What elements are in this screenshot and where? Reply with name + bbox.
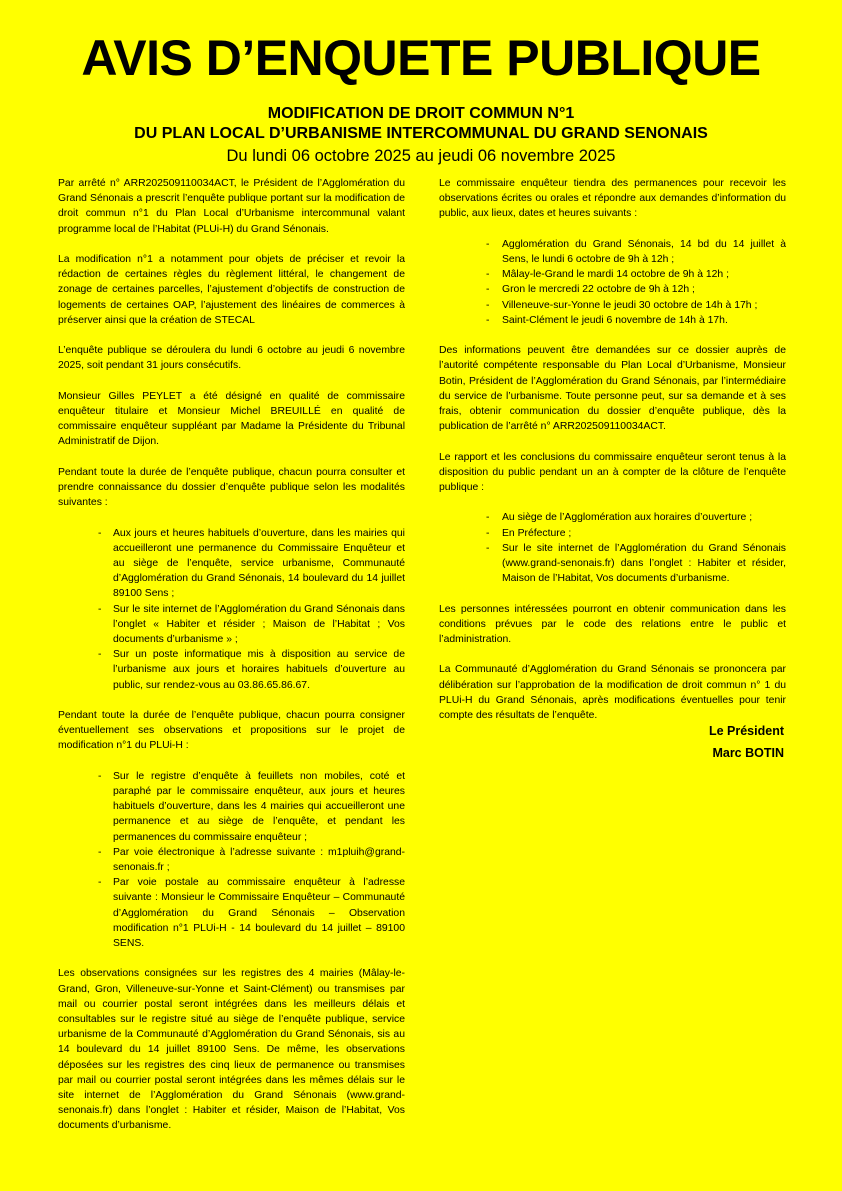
paragraph-consultation: Pendant toute la durée de l’enquête publique, chacun pourra consulter et prendre connaissance du dossier d’enquête publique selon les modalités suivantes :: [58, 466, 405, 509]
list-item: - Saint-Clément le jeudi 6 novembre de 14h à 17h.: [439, 313, 786, 328]
list-item: - Sur le site internet de l’Agglomération du Grand Sénonais dans l’onglet « Habiter et résider ; Maison de l’Habitat ; Vos documents d’urbanisme » ;: [58, 602, 405, 648]
list-item: - Gron le mercredi 22 octobre de 9h à 12h ;: [439, 282, 786, 297]
left-column: [58, 176, 405, 1149]
permanences-list: [439, 237, 786, 328]
consultation-list: [58, 526, 405, 693]
paragraph-registres: Les observations consignées sur les registres des 4 mairies (Mâlay-le-Grand, Gron, Villeneuve-sur-Yonne et Saint-Clément) ou transmises par mail ou courrier postal seront intégrées dans les meilleurs délais et consultables sur le registre situé au siège de l’enquête publique, service urbanisme de la Communauté d’Agglomération du Grand Sénonais, sis au 14 boulevard du 14 juillet 89100 Sens. De même, les observations déposées sur les registres des cinq lieux de permanence ou transmises par mail ou courrier postal seront intégrées dans les mêmes délais sur le site internet de l’Agglomération du Grand Sénonais (www.grand-senonais.fr) dans l’onglet : Habiter et résider, Maison de l’Habitat, Vos documents d’urbanisme.: [58, 968, 405, 1132]
list-item: - Par voie postale au commissaire enquêteur à l’adresse suivante : Monsieur le Commissaire Enquêteur – Communauté d’Agglomération du Grand Sénonais – Observation modification n°1 PLUi-H - 14 boulevard du 14 juillet – 89100 SENS.: [58, 875, 405, 951]
list-item: - En Préfecture ;: [439, 526, 786, 541]
list-item: - Sur un poste informatique mis à disposition au service de l’urbanisme aux jours et horaires habituels d’ouverture au public, sur rendez-vous au 03.86.65.86.67.: [58, 647, 405, 693]
list-item: - Aux jours et heures habituels d’ouverture, dans les mairies qui accueilleront une permanence du Commissaire Enquêteur et au siège de l’enquête, service urbanisme, Communauté d’Agglomération du Grand Sénonais, 14 boulevard du 14 juillet 89100 Sens ;: [58, 526, 405, 602]
paragraph-observations: Pendant toute la durée de l’enquête publique, chacun pourra consigner éventuellement ses observations et propositions sur le projet de modification n°1 du PLUi-H :: [58, 710, 405, 752]
list-item: - Au siège de l’Agglomération aux horaires d’ouverture ;: [439, 510, 786, 525]
page-title: AVIS D’ENQUETE PUBLIQUE: [81, 30, 761, 86]
paragraph-rapport: Le rapport et les conclusions du commissaire enquêteur seront tenus à la disposition du public pendant un an à compter de la clôture de l’enquête publique :: [439, 451, 786, 494]
list-item: - Par voie électronique à l’adresse suivante : m1pluih@grand-senonais.fr ;: [58, 845, 405, 875]
paragraph-arrete: Par arrêté n° ARR202509110034ACT, le Président de l’Agglomération du Grand Sénonais a prescrit l’enquête publique portant sur la modification de droit commun n°1 du Plan Local d’Urbanisme intercommunal valant programme local de l’Habitat (PLUi-H) du Grand Sénonais.: [58, 178, 405, 235]
rapport-list: [439, 510, 786, 586]
paragraph-commissaire: Monsieur Gilles PEYLET a été désigné en qualité de commissaire enquêteur titulaire et Monsieur Michel BREUILLÉ en qualité de commissaire enquêteur suppléant par Madame la Présidente du Tribunal Administratif de Dijon.: [58, 390, 405, 448]
enquiry-dates: Du lundi 06 octobre 2025 au jeudi 06 novembre 2025: [226, 147, 616, 165]
signature-name: Marc BOTIN: [712, 746, 784, 760]
paragraph-duree: L’enquête publique se déroulera du lundi 6 octobre au jeudi 6 novembre 2025, soit pendant 31 jours consécutifs.: [58, 345, 405, 372]
observations-list: [58, 769, 405, 951]
paragraph-communication: Les personnes intéressées pourront en obtenir communication dans les conditions prévues par le code des relations entre le public et l’administration.: [439, 603, 786, 646]
right-column: [439, 176, 786, 738]
signature-role: Le Président: [708, 724, 784, 738]
paragraph-permanences: Le commissaire enquêteur tiendra des permanences pour recevoir les observations écrites ou orales et répondre aux demandes d’information du public, aux lieux, dates et heures suivants :: [439, 178, 786, 220]
list-item: - Agglomération du Grand Sénonais, 14 bd du 14 juillet à Sens, le lundi 6 octobre de 9h à 12h ;: [439, 237, 786, 267]
paragraph-objets: La modification n°1 a notamment pour objets de préciser et revoir la rédaction de certaines règles du règlement littéral, le changement de zonage de certaines parcelles, l’ajustement d’objectifs de construction de logements de certaines OAP, l’ajustement des linéaires de commerces à préserver ainsi que la création de STECAL: [58, 254, 405, 326]
list-item: - Mâlay-le-Grand le mardi 14 octobre de 9h à 12h ;: [439, 267, 786, 282]
paragraph-deliberation: La Communauté d’Agglomération du Grand Sénonais se prononcera par délibération sur l’approbation de la modification de droit commun n° 1 du PLUi-H du Grand Sénonais, après modifications éventuelles pour tenir compte des résultats de l’enquête.: [439, 664, 786, 722]
signature-block: [709, 720, 784, 764]
list-item: - Sur le site internet de l’Agglomération du Grand Sénonais (www.grand-senonais.fr) dans l’onglet : Habiter et résider, Maison de l’Habitat, Vos documents d’urbanisme.: [439, 541, 786, 587]
list-item: - Sur le registre d’enquête à feuillets non mobiles, coté et paraphé par le commissaire enquêteur, aux jours et heures habituels d’ouverture, dans les 4 mairies qui accueilleront une permanence et au siège de l’enquête, et pendant les permanences du commissaire enquêteur ;: [58, 769, 405, 845]
subtitle-line-1: MODIFICATION DE DROIT COMMUN N°1: [267, 105, 575, 122]
list-item: - Villeneuve-sur-Yonne le jeudi 30 octobre de 14h à 17h ;: [439, 298, 786, 313]
paragraph-informations: Des informations peuvent être demandées sur ce dossier auprès de l’autorité compétente responsable du Plan Local d’Urbanisme, Monsieur Botin, Président de l’Agglomération du Grand Sénonais, par l’intermédiaire du service de l’urbanisme. Toute personne peut, sur sa demande et à ses frais, obtenir communication du dossier d’enquête publique, dès la publication de l’arrêté n° ARR202509110034ACT.: [439, 345, 786, 433]
subtitle-line-2: DU PLAN LOCAL D’URBANISME INTERCOMMUNAL DU GRAND SENONAIS: [134, 125, 708, 142]
